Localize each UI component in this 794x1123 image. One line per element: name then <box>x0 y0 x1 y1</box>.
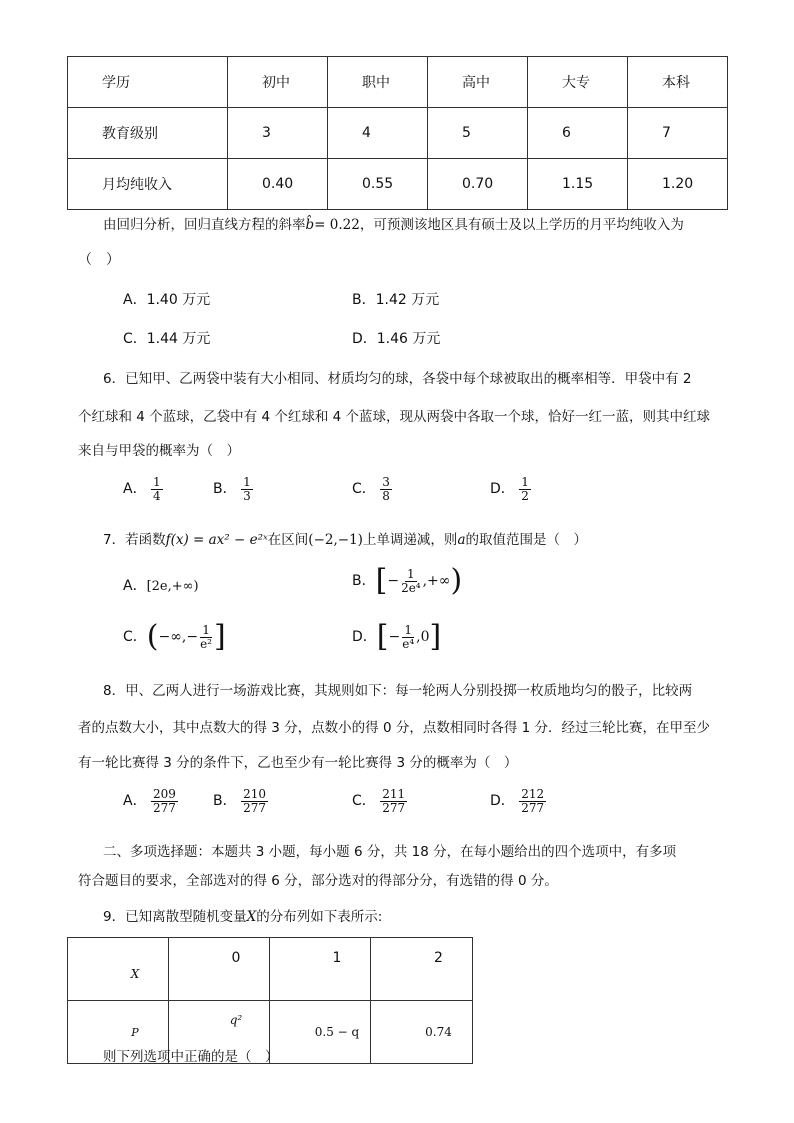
option-letter: C． <box>123 629 147 645</box>
q9-stem <box>103 905 382 925</box>
option-letter: D． <box>352 629 377 645</box>
q7-option-b: B．[− $\frac{1}{\text{2e⁴}}$ ,+∞) <box>352 563 463 598</box>
option-sign: − <box>388 629 401 645</box>
table-row <box>68 938 473 1001</box>
q8-option-b <box>213 788 268 814</box>
q5-option-d: D．1.46 万元 <box>352 331 441 347</box>
q9-text-b: 的分布列如下表所示: <box>256 909 383 925</box>
q6-option-d <box>490 476 531 502</box>
q7-mid: 在区间 <box>267 532 309 548</box>
table-cell: 3 <box>228 108 328 159</box>
fraction: $\frac{1}{\text{2e⁴}}$ <box>401 566 421 595</box>
option-sign: − <box>387 573 400 589</box>
q7-var: a <box>457 532 466 548</box>
table-cell: 5 <box>428 108 528 159</box>
table-cell: 职中 <box>328 57 428 108</box>
fraction: $\frac{1}{3}$ <box>243 475 251 503</box>
table-cell: 月均纯收入 <box>68 159 228 210</box>
option-value: [2e,+∞) <box>146 579 199 594</box>
q9-text-a: 9．已知离散型随机变量 <box>103 909 247 925</box>
q7-option-c: C．(−∞,− $\frac{1}{\text{e²}}$ ] <box>123 619 226 654</box>
section2-line2: 符合题目的要求，全部选对的得 6 分，部分选对的得部分分，有选错的得 0 分。 <box>78 873 558 889</box>
table-cell: 高中 <box>428 57 528 108</box>
q6-option-a <box>123 476 163 502</box>
fraction: $\frac{212}{277}$ <box>521 787 545 815</box>
option-tail: ,0 <box>416 629 430 645</box>
q7-interval: (−2,−1) <box>308 532 363 548</box>
table-cell: 0.5 − q <box>270 1001 371 1064</box>
fraction: $\frac{211}{277}$ <box>382 787 406 815</box>
table-cell: 0.70 <box>428 159 528 210</box>
option-letter: D． <box>490 793 515 810</box>
q5-text-a: 由回归分析，回归直线方程的斜率 <box>103 217 306 233</box>
q7-stem <box>103 528 587 548</box>
q5-option-a: A．1.40 万元 <box>123 292 211 308</box>
table-cell: q² <box>169 1001 270 1064</box>
fraction: $\frac{210}{277}$ <box>243 787 266 815</box>
table-cell: 初中 <box>228 57 328 108</box>
option-letter: D． <box>490 481 515 498</box>
q6-line3: 来自与甲袋的概率为（ ） <box>78 443 240 459</box>
table-row <box>68 159 728 210</box>
q7-mid2: 上单调递减，则 <box>362 532 458 548</box>
table-cell: 0.55 <box>328 159 428 210</box>
table-cell: 学历 <box>68 57 228 108</box>
table-cell: 0.40 <box>228 159 328 210</box>
option-sign: −∞,− <box>158 629 199 645</box>
q5-option-b: B．1.42 万元 <box>352 292 440 308</box>
option-letter: B． <box>352 573 376 589</box>
section2-line1: 二、多项选择题：本题共 3 小题，每小题 6 分，共 18 分，在每小题给出的四个选项中，有多项 <box>103 844 677 860</box>
q7-option-a <box>123 575 199 595</box>
fraction: $\frac{209}{277}$ <box>153 787 176 815</box>
table-row <box>68 108 728 159</box>
slope-symbol: b̂ <box>305 217 315 233</box>
table-cell: 2 <box>371 938 473 1001</box>
option-tail: ,+∞ <box>422 573 451 589</box>
slope-value: = 0.22 <box>314 217 360 233</box>
fraction: $\frac{1}{\text{e⁴}}$ <box>402 622 415 651</box>
q7-option-d: D．[− $\frac{1}{\text{e⁴}}$ ,0] <box>352 619 442 654</box>
q6-option-c <box>352 476 392 502</box>
fraction: $\frac{3}{8}$ <box>382 475 390 503</box>
q8-line3: 有一轮比赛得 3 分的条件下，乙也至少有一轮比赛得 3 分的概率为（ ） <box>78 755 518 771</box>
table-cell: 1.20 <box>628 159 728 210</box>
q8-option-c <box>352 788 407 814</box>
q7-suffix: 的取值范围是（ ） <box>465 532 587 548</box>
q6-line2: 个红球和 4 个蓝球，乙袋中有 4 个红球和 4 个蓝球，现从两袋中各取一个球，恰好一红一蓝，则其中红球 <box>78 409 711 425</box>
income-table <box>67 56 728 210</box>
table-cell: 1.15 <box>528 159 628 210</box>
q5-text-b: ，可预测该地区具有硕士及以上学历的月平均纯收入为 <box>359 217 684 233</box>
option-letter: C． <box>352 793 376 810</box>
q8-option-d <box>490 788 546 814</box>
q6-option-b <box>213 476 253 502</box>
option-letter: B． <box>213 481 237 498</box>
q5-paren: （ ） <box>78 252 120 268</box>
table-cell: 0 <box>169 938 270 1001</box>
q8-option-a <box>123 788 178 814</box>
q7-prefix: 7．若函数 <box>103 532 166 548</box>
option-letter: A． <box>123 481 147 498</box>
table-cell: 0.74 <box>371 1001 473 1064</box>
fraction: $\frac{1}{4}$ <box>153 475 161 503</box>
q9-var: X <box>246 909 257 925</box>
fraction: $\frac{1}{2}$ <box>521 475 529 503</box>
option-letter: B． <box>213 793 237 810</box>
fraction: $\frac{1}{\text{e²}}$ <box>200 622 212 651</box>
table-cell: 大专 <box>528 57 628 108</box>
q5-stem-line1 <box>103 213 684 233</box>
table-cell: 本科 <box>628 57 728 108</box>
table-cell: P <box>68 1001 169 1064</box>
q5-option-c: C．1.44 万元 <box>123 331 211 347</box>
table-cell: 6 <box>528 108 628 159</box>
q6-line1: 6．已知甲、乙两袋中装有大小相同、材质均匀的球，各袋中每个球被取出的概率相等．甲袋中有 2 <box>103 371 692 387</box>
q8-line1: 8．甲、乙两人进行一场游戏比赛，其规则如下：每一轮两人分别投掷一枚质地均匀的骰子，比较两 <box>103 683 693 699</box>
q9-after: 则下列选项中正确的是（ ） <box>103 1049 279 1065</box>
table-cell: 教育级别 <box>68 108 228 159</box>
option-letter: A． <box>123 578 147 594</box>
table-row <box>68 57 728 108</box>
table-cell: 4 <box>328 108 428 159</box>
option-letter: C． <box>352 481 376 498</box>
table-cell: 1 <box>270 938 371 1001</box>
table-cell: X <box>68 938 169 1001</box>
table-cell: 7 <box>628 108 728 159</box>
q7-function: f(x) = ax² − e²ˣ <box>165 532 268 548</box>
q8-line2: 者的点数大小，其中点数大的得 3 分，点数小的得 0 分，点数相同时各得 1 分．经过三轮比赛，在甲至少 <box>78 720 711 736</box>
option-letter: A． <box>123 793 147 810</box>
